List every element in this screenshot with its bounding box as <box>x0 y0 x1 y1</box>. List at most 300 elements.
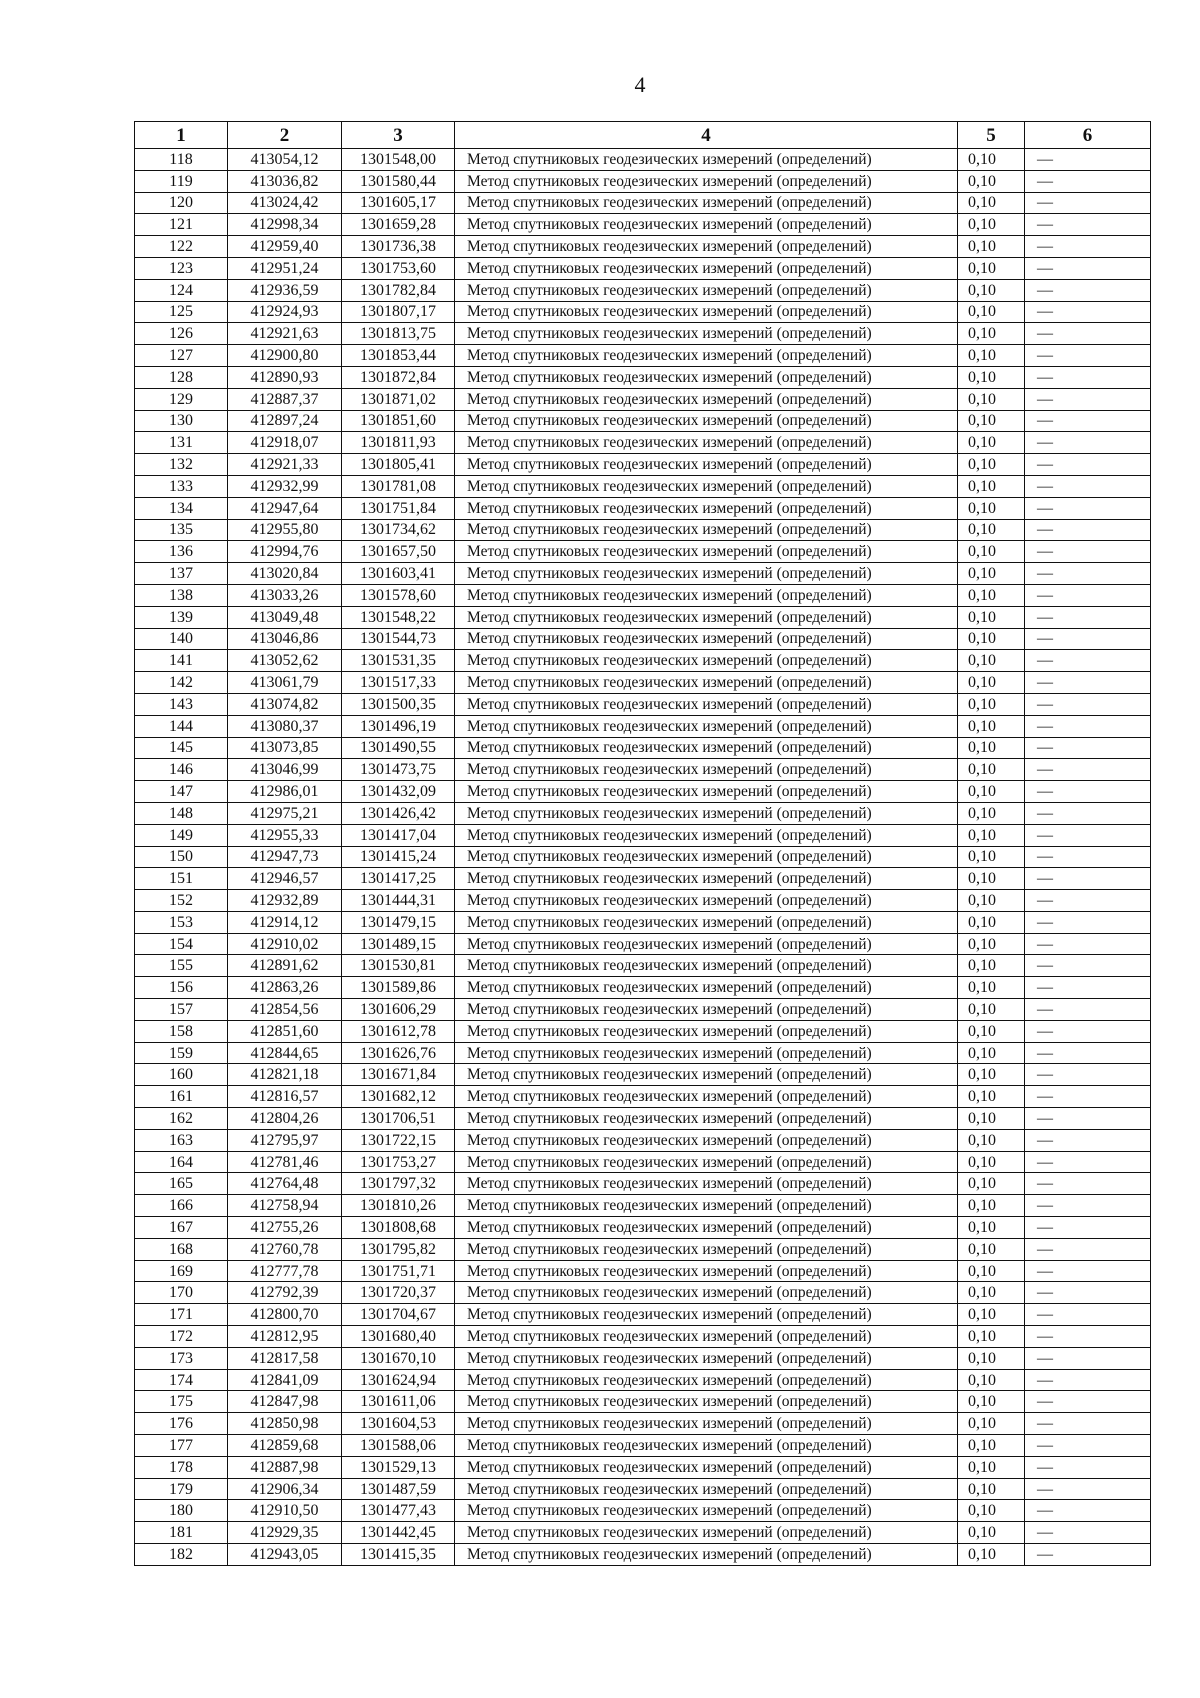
cell-precision: 0,10 <box>958 345 1025 367</box>
cell-method: Метод спутниковых геодезических измерений (определений) <box>455 955 958 977</box>
cell-x-coordinate: 413073,85 <box>228 737 342 759</box>
cell-method: Метод спутниковых геодезических измерений (определений) <box>455 1173 958 1195</box>
cell-precision: 0,10 <box>958 236 1025 258</box>
cell-point-number: 139 <box>135 606 228 628</box>
cell-precision: 0,10 <box>958 279 1025 301</box>
cell-y-coordinate: 1301781,08 <box>342 475 455 497</box>
cell-point-number: 132 <box>135 454 228 476</box>
cell-point-number: 162 <box>135 1108 228 1130</box>
table-row <box>135 1500 1151 1522</box>
cell-note: — <box>1025 824 1151 846</box>
cell-x-coordinate: 412914,12 <box>228 911 342 933</box>
cell-precision: 0,10 <box>958 1217 1025 1239</box>
cell-point-number: 149 <box>135 824 228 846</box>
cell-y-coordinate: 1301851,60 <box>342 410 455 432</box>
cell-x-coordinate: 412891,62 <box>228 955 342 977</box>
cell-x-coordinate: 412943,05 <box>228 1544 342 1566</box>
cell-point-number: 120 <box>135 192 228 214</box>
header-col-6: 6 <box>1025 122 1151 149</box>
table-row <box>135 475 1151 497</box>
cell-method: Метод спутниковых геодезических измерений (определений) <box>455 563 958 585</box>
cell-method: Метод спутниковых геодезических измерений (определений) <box>455 541 958 563</box>
table-row <box>135 1086 1151 1108</box>
cell-x-coordinate: 412821,18 <box>228 1064 342 1086</box>
cell-note: — <box>1025 868 1151 890</box>
cell-method: Метод спутниковых геодезических измерений (определений) <box>455 672 958 694</box>
cell-method: Метод спутниковых геодезических измерений (определений) <box>455 497 958 519</box>
table-row <box>135 977 1151 999</box>
table-row <box>135 519 1151 541</box>
cell-y-coordinate: 1301442,45 <box>342 1522 455 1544</box>
cell-x-coordinate: 413046,86 <box>228 628 342 650</box>
table-row <box>135 1522 1151 1544</box>
cell-note: — <box>1025 388 1151 410</box>
cell-x-coordinate: 413054,12 <box>228 149 342 171</box>
cell-y-coordinate: 1301605,17 <box>342 192 455 214</box>
cell-method: Метод спутниковых геодезических измерений (определений) <box>455 890 958 912</box>
cell-x-coordinate: 412804,26 <box>228 1108 342 1130</box>
cell-precision: 0,10 <box>958 432 1025 454</box>
cell-y-coordinate: 1301736,38 <box>342 236 455 258</box>
cell-note: — <box>1025 236 1151 258</box>
cell-method: Метод спутниковых геодезических измерений (определений) <box>455 999 958 1021</box>
cell-point-number: 134 <box>135 497 228 519</box>
cell-note: — <box>1025 214 1151 236</box>
cell-method: Метод спутниковых геодезических измерений (определений) <box>455 606 958 628</box>
cell-precision: 0,10 <box>958 1369 1025 1391</box>
cell-precision: 0,10 <box>958 563 1025 585</box>
cell-point-number: 136 <box>135 541 228 563</box>
cell-note: — <box>1025 541 1151 563</box>
table-row <box>135 410 1151 432</box>
coordinates-table <box>134 121 1151 1566</box>
header-col-3: 3 <box>342 122 455 149</box>
cell-x-coordinate: 412900,80 <box>228 345 342 367</box>
cell-y-coordinate: 1301872,84 <box>342 366 455 388</box>
cell-y-coordinate: 1301871,02 <box>342 388 455 410</box>
cell-y-coordinate: 1301659,28 <box>342 214 455 236</box>
cell-point-number: 170 <box>135 1282 228 1304</box>
cell-note: — <box>1025 1544 1151 1566</box>
cell-precision: 0,10 <box>958 1522 1025 1544</box>
header-col-1: 1 <box>135 122 228 149</box>
cell-y-coordinate: 1301603,41 <box>342 563 455 585</box>
cell-note: — <box>1025 1522 1151 1544</box>
cell-x-coordinate: 412781,46 <box>228 1151 342 1173</box>
cell-point-number: 124 <box>135 279 228 301</box>
cell-y-coordinate: 1301487,59 <box>342 1478 455 1500</box>
cell-point-number: 129 <box>135 388 228 410</box>
cell-x-coordinate: 412850,98 <box>228 1413 342 1435</box>
table-row <box>135 584 1151 606</box>
cell-x-coordinate: 412792,39 <box>228 1282 342 1304</box>
table-row <box>135 170 1151 192</box>
cell-x-coordinate: 413024,42 <box>228 192 342 214</box>
cell-method: Метод спутниковых геодезических измерений (определений) <box>455 323 958 345</box>
cell-x-coordinate: 412998,34 <box>228 214 342 236</box>
cell-y-coordinate: 1301704,67 <box>342 1304 455 1326</box>
cell-x-coordinate: 412955,33 <box>228 824 342 846</box>
cell-y-coordinate: 1301588,06 <box>342 1435 455 1457</box>
cell-method: Метод спутниковых геодезических измерений (определений) <box>455 236 958 258</box>
table-row <box>135 1413 1151 1435</box>
cell-y-coordinate: 1301426,42 <box>342 802 455 824</box>
cell-note: — <box>1025 257 1151 279</box>
cell-y-coordinate: 1301753,60 <box>342 257 455 279</box>
cell-method: Метод спутниковых геодезических измерений (определений) <box>455 1151 958 1173</box>
cell-y-coordinate: 1301589,86 <box>342 977 455 999</box>
cell-precision: 0,10 <box>958 628 1025 650</box>
cell-method: Метод спутниковых геодезических измерений (определений) <box>455 693 958 715</box>
cell-note: — <box>1025 1413 1151 1435</box>
table-row <box>135 1020 1151 1042</box>
cell-point-number: 169 <box>135 1260 228 1282</box>
cell-note: — <box>1025 802 1151 824</box>
cell-precision: 0,10 <box>958 1326 1025 1348</box>
cell-y-coordinate: 1301606,29 <box>342 999 455 1021</box>
cell-precision: 0,10 <box>958 388 1025 410</box>
cell-y-coordinate: 1301782,84 <box>342 279 455 301</box>
cell-precision: 0,10 <box>958 802 1025 824</box>
cell-precision: 0,10 <box>958 1435 1025 1457</box>
header-row <box>135 122 1151 149</box>
cell-y-coordinate: 1301490,55 <box>342 737 455 759</box>
cell-x-coordinate: 412887,37 <box>228 388 342 410</box>
cell-precision: 0,10 <box>958 192 1025 214</box>
cell-method: Метод спутниковых геодезических измерений (определений) <box>455 1391 958 1413</box>
cell-point-number: 155 <box>135 955 228 977</box>
cell-x-coordinate: 412847,98 <box>228 1391 342 1413</box>
cell-method: Метод спутниковых геодезических измерений (определений) <box>455 868 958 890</box>
cell-point-number: 143 <box>135 693 228 715</box>
cell-y-coordinate: 1301580,44 <box>342 170 455 192</box>
cell-point-number: 177 <box>135 1435 228 1457</box>
cell-x-coordinate: 412946,57 <box>228 868 342 890</box>
cell-x-coordinate: 412924,93 <box>228 301 342 323</box>
cell-precision: 0,10 <box>958 1129 1025 1151</box>
cell-precision: 0,10 <box>958 497 1025 519</box>
cell-note: — <box>1025 432 1151 454</box>
cell-y-coordinate: 1301604,53 <box>342 1413 455 1435</box>
table-row <box>135 1544 1151 1566</box>
cell-y-coordinate: 1301624,94 <box>342 1369 455 1391</box>
cell-note: — <box>1025 977 1151 999</box>
cell-x-coordinate: 412918,07 <box>228 432 342 454</box>
cell-y-coordinate: 1301612,78 <box>342 1020 455 1042</box>
cell-note: — <box>1025 323 1151 345</box>
cell-x-coordinate: 413074,82 <box>228 693 342 715</box>
table-row <box>135 1478 1151 1500</box>
cell-note: — <box>1025 1260 1151 1282</box>
cell-method: Метод спутниковых геодезических измерений (определений) <box>455 454 958 476</box>
table-row <box>135 911 1151 933</box>
cell-note: — <box>1025 737 1151 759</box>
table-row <box>135 1195 1151 1217</box>
cell-note: — <box>1025 781 1151 803</box>
cell-x-coordinate: 412844,65 <box>228 1042 342 1064</box>
cell-y-coordinate: 1301682,12 <box>342 1086 455 1108</box>
cell-y-coordinate: 1301720,37 <box>342 1282 455 1304</box>
cell-precision: 0,10 <box>958 1020 1025 1042</box>
cell-note: — <box>1025 1086 1151 1108</box>
cell-x-coordinate: 412760,78 <box>228 1238 342 1260</box>
cell-x-coordinate: 412777,78 <box>228 1260 342 1282</box>
cell-precision: 0,10 <box>958 170 1025 192</box>
cell-y-coordinate: 1301734,62 <box>342 519 455 541</box>
cell-x-coordinate: 413033,26 <box>228 584 342 606</box>
cell-method: Метод спутниковых геодезических измерений (определений) <box>455 1544 958 1566</box>
cell-y-coordinate: 1301417,25 <box>342 868 455 890</box>
cell-note: — <box>1025 279 1151 301</box>
cell-precision: 0,10 <box>958 999 1025 1021</box>
cell-method: Метод спутниковых геодезических измерений (определений) <box>455 1435 958 1457</box>
table-row <box>135 432 1151 454</box>
cell-point-number: 168 <box>135 1238 228 1260</box>
table-row <box>135 1064 1151 1086</box>
cell-method: Метод спутниковых геодезических измерений (определений) <box>455 1086 958 1108</box>
table-row <box>135 1173 1151 1195</box>
cell-y-coordinate: 1301530,81 <box>342 955 455 977</box>
cell-precision: 0,10 <box>958 606 1025 628</box>
cell-method: Метод спутниковых геодезических измерений (определений) <box>455 1260 958 1282</box>
cell-method: Метод спутниковых геодезических измерений (определений) <box>455 1195 958 1217</box>
cell-point-number: 128 <box>135 366 228 388</box>
cell-precision: 0,10 <box>958 1282 1025 1304</box>
table-row <box>135 781 1151 803</box>
cell-point-number: 157 <box>135 999 228 1021</box>
cell-y-coordinate: 1301415,35 <box>342 1544 455 1566</box>
table-row <box>135 802 1151 824</box>
cell-note: — <box>1025 911 1151 933</box>
cell-note: — <box>1025 1064 1151 1086</box>
table-row <box>135 236 1151 258</box>
cell-y-coordinate: 1301722,15 <box>342 1129 455 1151</box>
cell-point-number: 147 <box>135 781 228 803</box>
table-row <box>135 1217 1151 1239</box>
cell-note: — <box>1025 149 1151 171</box>
cell-precision: 0,10 <box>958 890 1025 912</box>
cell-precision: 0,10 <box>958 737 1025 759</box>
cell-x-coordinate: 412986,01 <box>228 781 342 803</box>
cell-precision: 0,10 <box>958 1413 1025 1435</box>
cell-method: Метод спутниковых геодезических измерений (определений) <box>455 781 958 803</box>
cell-x-coordinate: 412994,76 <box>228 541 342 563</box>
cell-y-coordinate: 1301496,19 <box>342 715 455 737</box>
cell-method: Метод спутниковых геодезических измерений (определений) <box>455 1042 958 1064</box>
cell-note: — <box>1025 192 1151 214</box>
cell-point-number: 165 <box>135 1173 228 1195</box>
cell-method: Метод спутниковых геодезических измерений (определений) <box>455 584 958 606</box>
cell-x-coordinate: 412921,33 <box>228 454 342 476</box>
cell-precision: 0,10 <box>958 257 1025 279</box>
cell-x-coordinate: 412841,09 <box>228 1369 342 1391</box>
table-row <box>135 301 1151 323</box>
cell-method: Метод спутниковых геодезических измерений (определений) <box>455 759 958 781</box>
cell-precision: 0,10 <box>958 1391 1025 1413</box>
cell-note: — <box>1025 933 1151 955</box>
cell-y-coordinate: 1301531,35 <box>342 650 455 672</box>
cell-point-number: 122 <box>135 236 228 258</box>
cell-method: Метод спутниковых геодезических измерений (определений) <box>455 279 958 301</box>
cell-method: Метод спутниковых геодезических измерений (определений) <box>455 388 958 410</box>
cell-method: Метод спутниковых геодезических измерений (определений) <box>455 802 958 824</box>
cell-y-coordinate: 1301548,00 <box>342 149 455 171</box>
cell-precision: 0,10 <box>958 1042 1025 1064</box>
cell-note: — <box>1025 1173 1151 1195</box>
table-row <box>135 955 1151 977</box>
cell-precision: 0,10 <box>958 781 1025 803</box>
cell-note: — <box>1025 1456 1151 1478</box>
cell-method: Метод спутниковых геодезических измерений (определений) <box>455 1413 958 1435</box>
cell-point-number: 161 <box>135 1086 228 1108</box>
cell-method: Метод спутниковых геодезических измерений (определений) <box>455 824 958 846</box>
cell-precision: 0,10 <box>958 214 1025 236</box>
cell-method: Метод спутниковых геодезических измерений (определений) <box>455 977 958 999</box>
table-row <box>135 1129 1151 1151</box>
cell-point-number: 148 <box>135 802 228 824</box>
cell-note: — <box>1025 759 1151 781</box>
cell-y-coordinate: 1301671,84 <box>342 1064 455 1086</box>
cell-method: Метод спутниковых геодезических измерений (определений) <box>455 1478 958 1500</box>
table-row <box>135 497 1151 519</box>
cell-precision: 0,10 <box>958 672 1025 694</box>
cell-precision: 0,10 <box>958 1173 1025 1195</box>
cell-method: Метод спутниковых геодезических измерений (определений) <box>455 1238 958 1260</box>
cell-x-coordinate: 412755,26 <box>228 1217 342 1239</box>
cell-point-number: 144 <box>135 715 228 737</box>
cell-point-number: 175 <box>135 1391 228 1413</box>
cell-point-number: 135 <box>135 519 228 541</box>
cell-precision: 0,10 <box>958 759 1025 781</box>
cell-point-number: 150 <box>135 846 228 868</box>
cell-x-coordinate: 412817,58 <box>228 1347 342 1369</box>
cell-point-number: 158 <box>135 1020 228 1042</box>
cell-x-coordinate: 412955,80 <box>228 519 342 541</box>
cell-x-coordinate: 413020,84 <box>228 563 342 585</box>
cell-point-number: 153 <box>135 911 228 933</box>
cell-note: — <box>1025 846 1151 868</box>
table-header <box>135 122 1151 149</box>
cell-note: — <box>1025 1500 1151 1522</box>
cell-note: — <box>1025 519 1151 541</box>
table-row <box>135 606 1151 628</box>
cell-x-coordinate: 412863,26 <box>228 977 342 999</box>
cell-method: Метод спутниковых геодезических измерений (определений) <box>455 1326 958 1348</box>
table-row <box>135 693 1151 715</box>
cell-y-coordinate: 1301479,15 <box>342 911 455 933</box>
table-row <box>135 345 1151 367</box>
cell-method: Метод спутниковых геодезических измерений (определений) <box>455 1108 958 1130</box>
cell-x-coordinate: 413046,99 <box>228 759 342 781</box>
cell-y-coordinate: 1301797,32 <box>342 1173 455 1195</box>
cell-y-coordinate: 1301810,26 <box>342 1195 455 1217</box>
cell-x-coordinate: 412812,95 <box>228 1326 342 1348</box>
cell-precision: 0,10 <box>958 1108 1025 1130</box>
cell-x-coordinate: 412854,56 <box>228 999 342 1021</box>
cell-precision: 0,10 <box>958 911 1025 933</box>
cell-precision: 0,10 <box>958 1456 1025 1478</box>
cell-precision: 0,10 <box>958 650 1025 672</box>
cell-x-coordinate: 412959,40 <box>228 236 342 258</box>
table-row <box>135 1304 1151 1326</box>
table-row <box>135 1260 1151 1282</box>
cell-y-coordinate: 1301489,15 <box>342 933 455 955</box>
cell-point-number: 160 <box>135 1064 228 1086</box>
cell-point-number: 163 <box>135 1129 228 1151</box>
table-row <box>135 824 1151 846</box>
cell-y-coordinate: 1301706,51 <box>342 1108 455 1130</box>
cell-x-coordinate: 412921,63 <box>228 323 342 345</box>
cell-method: Метод спутниковых геодезических измерений (определений) <box>455 410 958 432</box>
cell-point-number: 167 <box>135 1217 228 1239</box>
cell-precision: 0,10 <box>958 454 1025 476</box>
table-row <box>135 1456 1151 1478</box>
cell-y-coordinate: 1301753,27 <box>342 1151 455 1173</box>
cell-y-coordinate: 1301805,41 <box>342 454 455 476</box>
cell-note: — <box>1025 1282 1151 1304</box>
cell-method: Метод спутниковых геодезических измерений (определений) <box>455 1347 958 1369</box>
cell-note: — <box>1025 999 1151 1021</box>
cell-method: Метод спутниковых геодезических измерений (определений) <box>455 149 958 171</box>
cell-precision: 0,10 <box>958 955 1025 977</box>
cell-x-coordinate: 412851,60 <box>228 1020 342 1042</box>
cell-method: Метод спутниковых геодезических измерений (определений) <box>455 1064 958 1086</box>
table-row <box>135 323 1151 345</box>
cell-x-coordinate: 412887,98 <box>228 1456 342 1478</box>
cell-x-coordinate: 412800,70 <box>228 1304 342 1326</box>
cell-x-coordinate: 412932,89 <box>228 890 342 912</box>
cell-y-coordinate: 1301529,13 <box>342 1456 455 1478</box>
cell-point-number: 181 <box>135 1522 228 1544</box>
cell-y-coordinate: 1301417,04 <box>342 824 455 846</box>
cell-precision: 0,10 <box>958 1304 1025 1326</box>
table-row <box>135 999 1151 1021</box>
table-row <box>135 257 1151 279</box>
cell-method: Метод спутниковых геодезических измерений (определений) <box>455 715 958 737</box>
cell-precision: 0,10 <box>958 301 1025 323</box>
cell-note: — <box>1025 1478 1151 1500</box>
cell-note: — <box>1025 345 1151 367</box>
cell-y-coordinate: 1301795,82 <box>342 1238 455 1260</box>
table-row <box>135 1369 1151 1391</box>
cell-note: — <box>1025 715 1151 737</box>
cell-point-number: 146 <box>135 759 228 781</box>
cell-method: Метод спутниковых геодезических измерений (определений) <box>455 1369 958 1391</box>
cell-point-number: 164 <box>135 1151 228 1173</box>
cell-note: — <box>1025 693 1151 715</box>
cell-precision: 0,10 <box>958 410 1025 432</box>
cell-point-number: 119 <box>135 170 228 192</box>
cell-note: — <box>1025 1020 1151 1042</box>
table-row <box>135 933 1151 955</box>
cell-precision: 0,10 <box>958 1064 1025 1086</box>
table-row <box>135 628 1151 650</box>
cell-method: Метод спутниковых геодезических измерений (определений) <box>455 257 958 279</box>
table-row <box>135 454 1151 476</box>
cell-note: — <box>1025 366 1151 388</box>
table-row <box>135 868 1151 890</box>
table-row <box>135 846 1151 868</box>
cell-point-number: 172 <box>135 1326 228 1348</box>
table-row <box>135 279 1151 301</box>
table-row <box>135 672 1151 694</box>
table-row <box>135 737 1151 759</box>
cell-point-number: 171 <box>135 1304 228 1326</box>
cell-x-coordinate: 412910,50 <box>228 1500 342 1522</box>
cell-method: Метод спутниковых геодезических измерений (определений) <box>455 1456 958 1478</box>
cell-note: — <box>1025 475 1151 497</box>
cell-note: — <box>1025 955 1151 977</box>
